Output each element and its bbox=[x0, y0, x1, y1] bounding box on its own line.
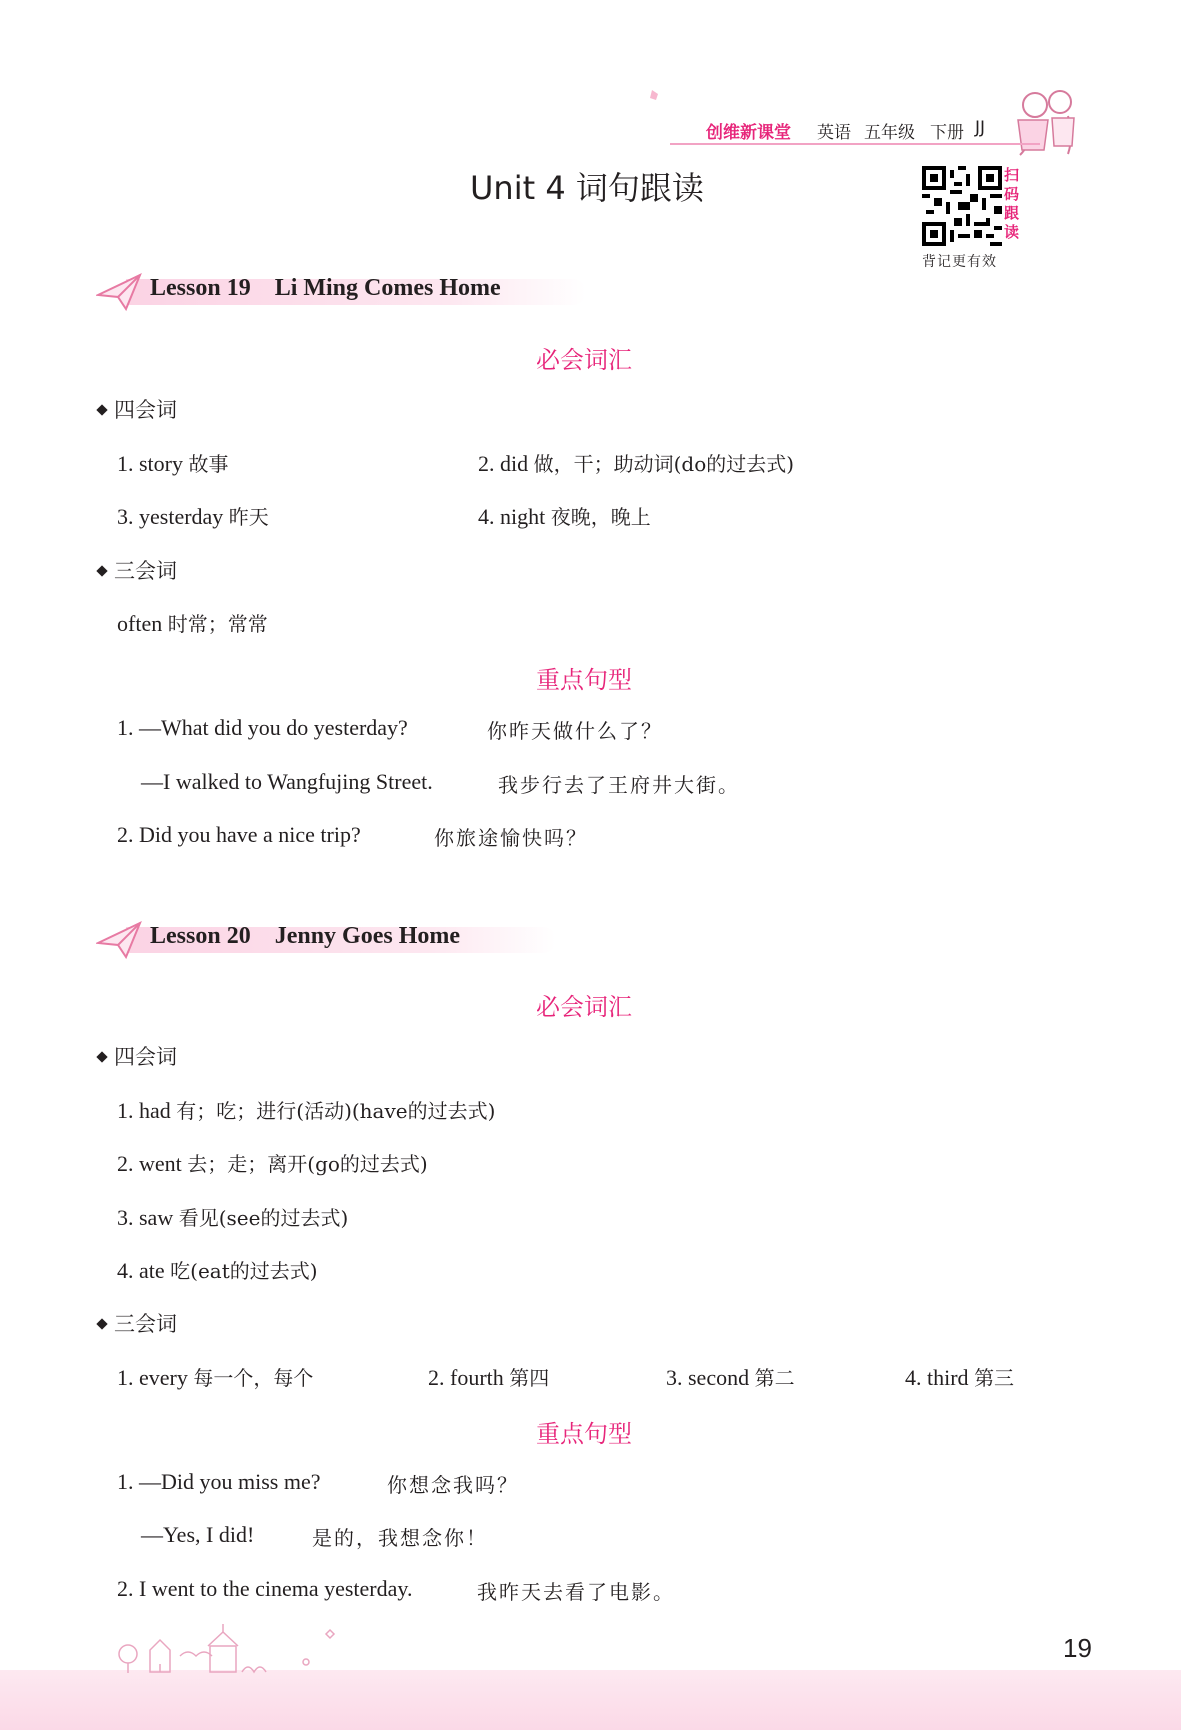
lesson19-sentence-title: 重点句型 bbox=[536, 666, 632, 694]
lesson20-title: Lesson 20 Jenny Goes Home bbox=[150, 923, 461, 949]
unit-title: Unit 4 词句跟读 bbox=[470, 169, 704, 207]
diamond-bullet-icon bbox=[96, 404, 107, 415]
sub-head-label: 四会词 bbox=[114, 1045, 177, 1069]
vocab-en: 1. story bbox=[117, 451, 189, 476]
header-grade: 五年级 bbox=[864, 123, 915, 143]
footer-band bbox=[0, 1670, 1181, 1730]
vocab-cn: 故事 bbox=[188, 452, 229, 476]
vocab-cn: 夜晚，晚上 bbox=[550, 505, 651, 529]
vocab-cn: 做，干；助动词(do的过去式) bbox=[533, 452, 795, 476]
qr-side-char: 跟 bbox=[1004, 204, 1020, 222]
vocab-en: 2. went bbox=[117, 1151, 188, 1176]
lesson19-vocab-title: 必会词汇 bbox=[536, 346, 632, 374]
lesson19-banner bbox=[96, 271, 606, 313]
vocab-en: 2. fourth bbox=[428, 1365, 510, 1390]
vocab-item bbox=[117, 1202, 348, 1231]
vocab-item bbox=[666, 1362, 795, 1391]
qr-side-char: 码 bbox=[1004, 185, 1020, 203]
sentence-en: 2. Did you have a nice trip? bbox=[117, 822, 361, 847]
sentence-en: —Yes, I did! bbox=[141, 1522, 255, 1547]
sentence-cn: 你昨天做什么了？ bbox=[487, 719, 663, 743]
vocab-item bbox=[478, 501, 651, 530]
sentence-en: 2. I went to the cinema yesterday. bbox=[117, 1576, 413, 1601]
sub-head-label: 三会词 bbox=[114, 1312, 177, 1336]
header-rule bbox=[670, 143, 1040, 145]
lesson19-four-skill-heading bbox=[94, 394, 177, 424]
vocab-en: 3. yesterday bbox=[117, 504, 229, 529]
vocab-cn: 第三 bbox=[974, 1366, 1015, 1390]
vocab-en: 3. saw bbox=[117, 1205, 179, 1230]
vocab-item bbox=[117, 448, 229, 477]
vocab-cn: 吃(eat的过去式) bbox=[170, 1259, 318, 1283]
sentence-cn: 你旅途愉快吗？ bbox=[434, 826, 588, 850]
vocab-en: 1. had bbox=[117, 1098, 177, 1123]
sub-head-label: 四会词 bbox=[114, 398, 177, 422]
lesson20-vocab-title: 必会词汇 bbox=[536, 993, 632, 1021]
sub-head-label: 三会词 bbox=[114, 559, 177, 583]
vocab-cn: 第二 bbox=[754, 1366, 795, 1390]
page-number: 19 bbox=[1063, 1633, 1092, 1663]
vocab-item bbox=[117, 501, 269, 530]
vocab-cn: 看见(see的过去式) bbox=[178, 1206, 349, 1230]
lesson19-three-skill-heading bbox=[94, 555, 177, 585]
vocab-cn: 去；走；离开(go的过去式) bbox=[187, 1152, 428, 1176]
header-volume: 下册 bbox=[930, 123, 964, 143]
header-subject: 英语 bbox=[817, 123, 851, 143]
lesson20-three-skill-heading bbox=[94, 1308, 177, 1338]
diamond-bullet-icon bbox=[96, 1318, 107, 1329]
vocab-en: 4. third bbox=[905, 1365, 975, 1390]
sentence-en: 1. —What did you do yesterday? bbox=[117, 715, 408, 740]
paper-plane-icon bbox=[96, 271, 144, 313]
vocab-cn: 第四 bbox=[509, 1366, 550, 1390]
vocab-en: 4. night bbox=[478, 504, 551, 529]
vocab-item bbox=[905, 1362, 1014, 1391]
sentence-cn: 你想念我吗？ bbox=[387, 1473, 519, 1497]
vocab-item bbox=[117, 1095, 495, 1124]
diamond-bullet-icon bbox=[96, 565, 107, 576]
lesson19-title: Lesson 19 Li Ming Comes Home bbox=[150, 275, 501, 301]
paper-plane-icon bbox=[96, 919, 144, 961]
sentence-cn: 是的，我想念你！ bbox=[312, 1526, 488, 1550]
lesson20-four-skill-heading bbox=[94, 1041, 177, 1071]
vocab-item bbox=[117, 1255, 318, 1284]
qr-side-char: 读 bbox=[1004, 223, 1020, 241]
town-illustration bbox=[110, 1620, 370, 1676]
vocab-cn: 时常；常常 bbox=[167, 612, 268, 636]
qr-caption: 背记更有效 bbox=[922, 254, 997, 270]
qr-side-char: 扫 bbox=[1004, 166, 1020, 184]
vocab-item bbox=[428, 1362, 549, 1391]
vocab-cn: 昨天 bbox=[228, 505, 269, 529]
sentence-cn: 我步行去了王府井大街。 bbox=[498, 773, 740, 797]
qr-side-label bbox=[1004, 166, 1022, 242]
qr-code-image bbox=[922, 166, 1002, 246]
sentence-en: —I walked to Wangfujing Street. bbox=[141, 769, 433, 794]
vocab-item bbox=[117, 1362, 313, 1391]
vocab-en: 1. every bbox=[117, 1365, 194, 1390]
vocab-en: 3. second bbox=[666, 1365, 755, 1390]
lesson20-banner bbox=[96, 919, 576, 961]
vocab-en: 4. ate bbox=[117, 1258, 171, 1283]
diamond-bullet-icon bbox=[96, 1051, 107, 1062]
vocab-en: often bbox=[117, 611, 168, 636]
vocab-item bbox=[478, 448, 794, 477]
vocab-item bbox=[117, 1148, 428, 1177]
vocab-cn: 每一个，每个 bbox=[193, 1366, 314, 1390]
vocab-item bbox=[117, 608, 268, 637]
lesson20-sentence-title: 重点句型 bbox=[536, 1420, 632, 1448]
header-edition: JJ bbox=[975, 118, 986, 138]
vocab-en: 2. did bbox=[478, 451, 534, 476]
vocab-cn: 有；吃；进行(活动)(have的过去式) bbox=[176, 1099, 496, 1123]
qr-code[interactable] bbox=[922, 166, 1002, 246]
header-brand: 创维新课堂 bbox=[706, 123, 791, 143]
sentence-cn: 我昨天去看了电影。 bbox=[477, 1580, 675, 1604]
sentence-en: 1. —Did you miss me? bbox=[117, 1469, 321, 1494]
